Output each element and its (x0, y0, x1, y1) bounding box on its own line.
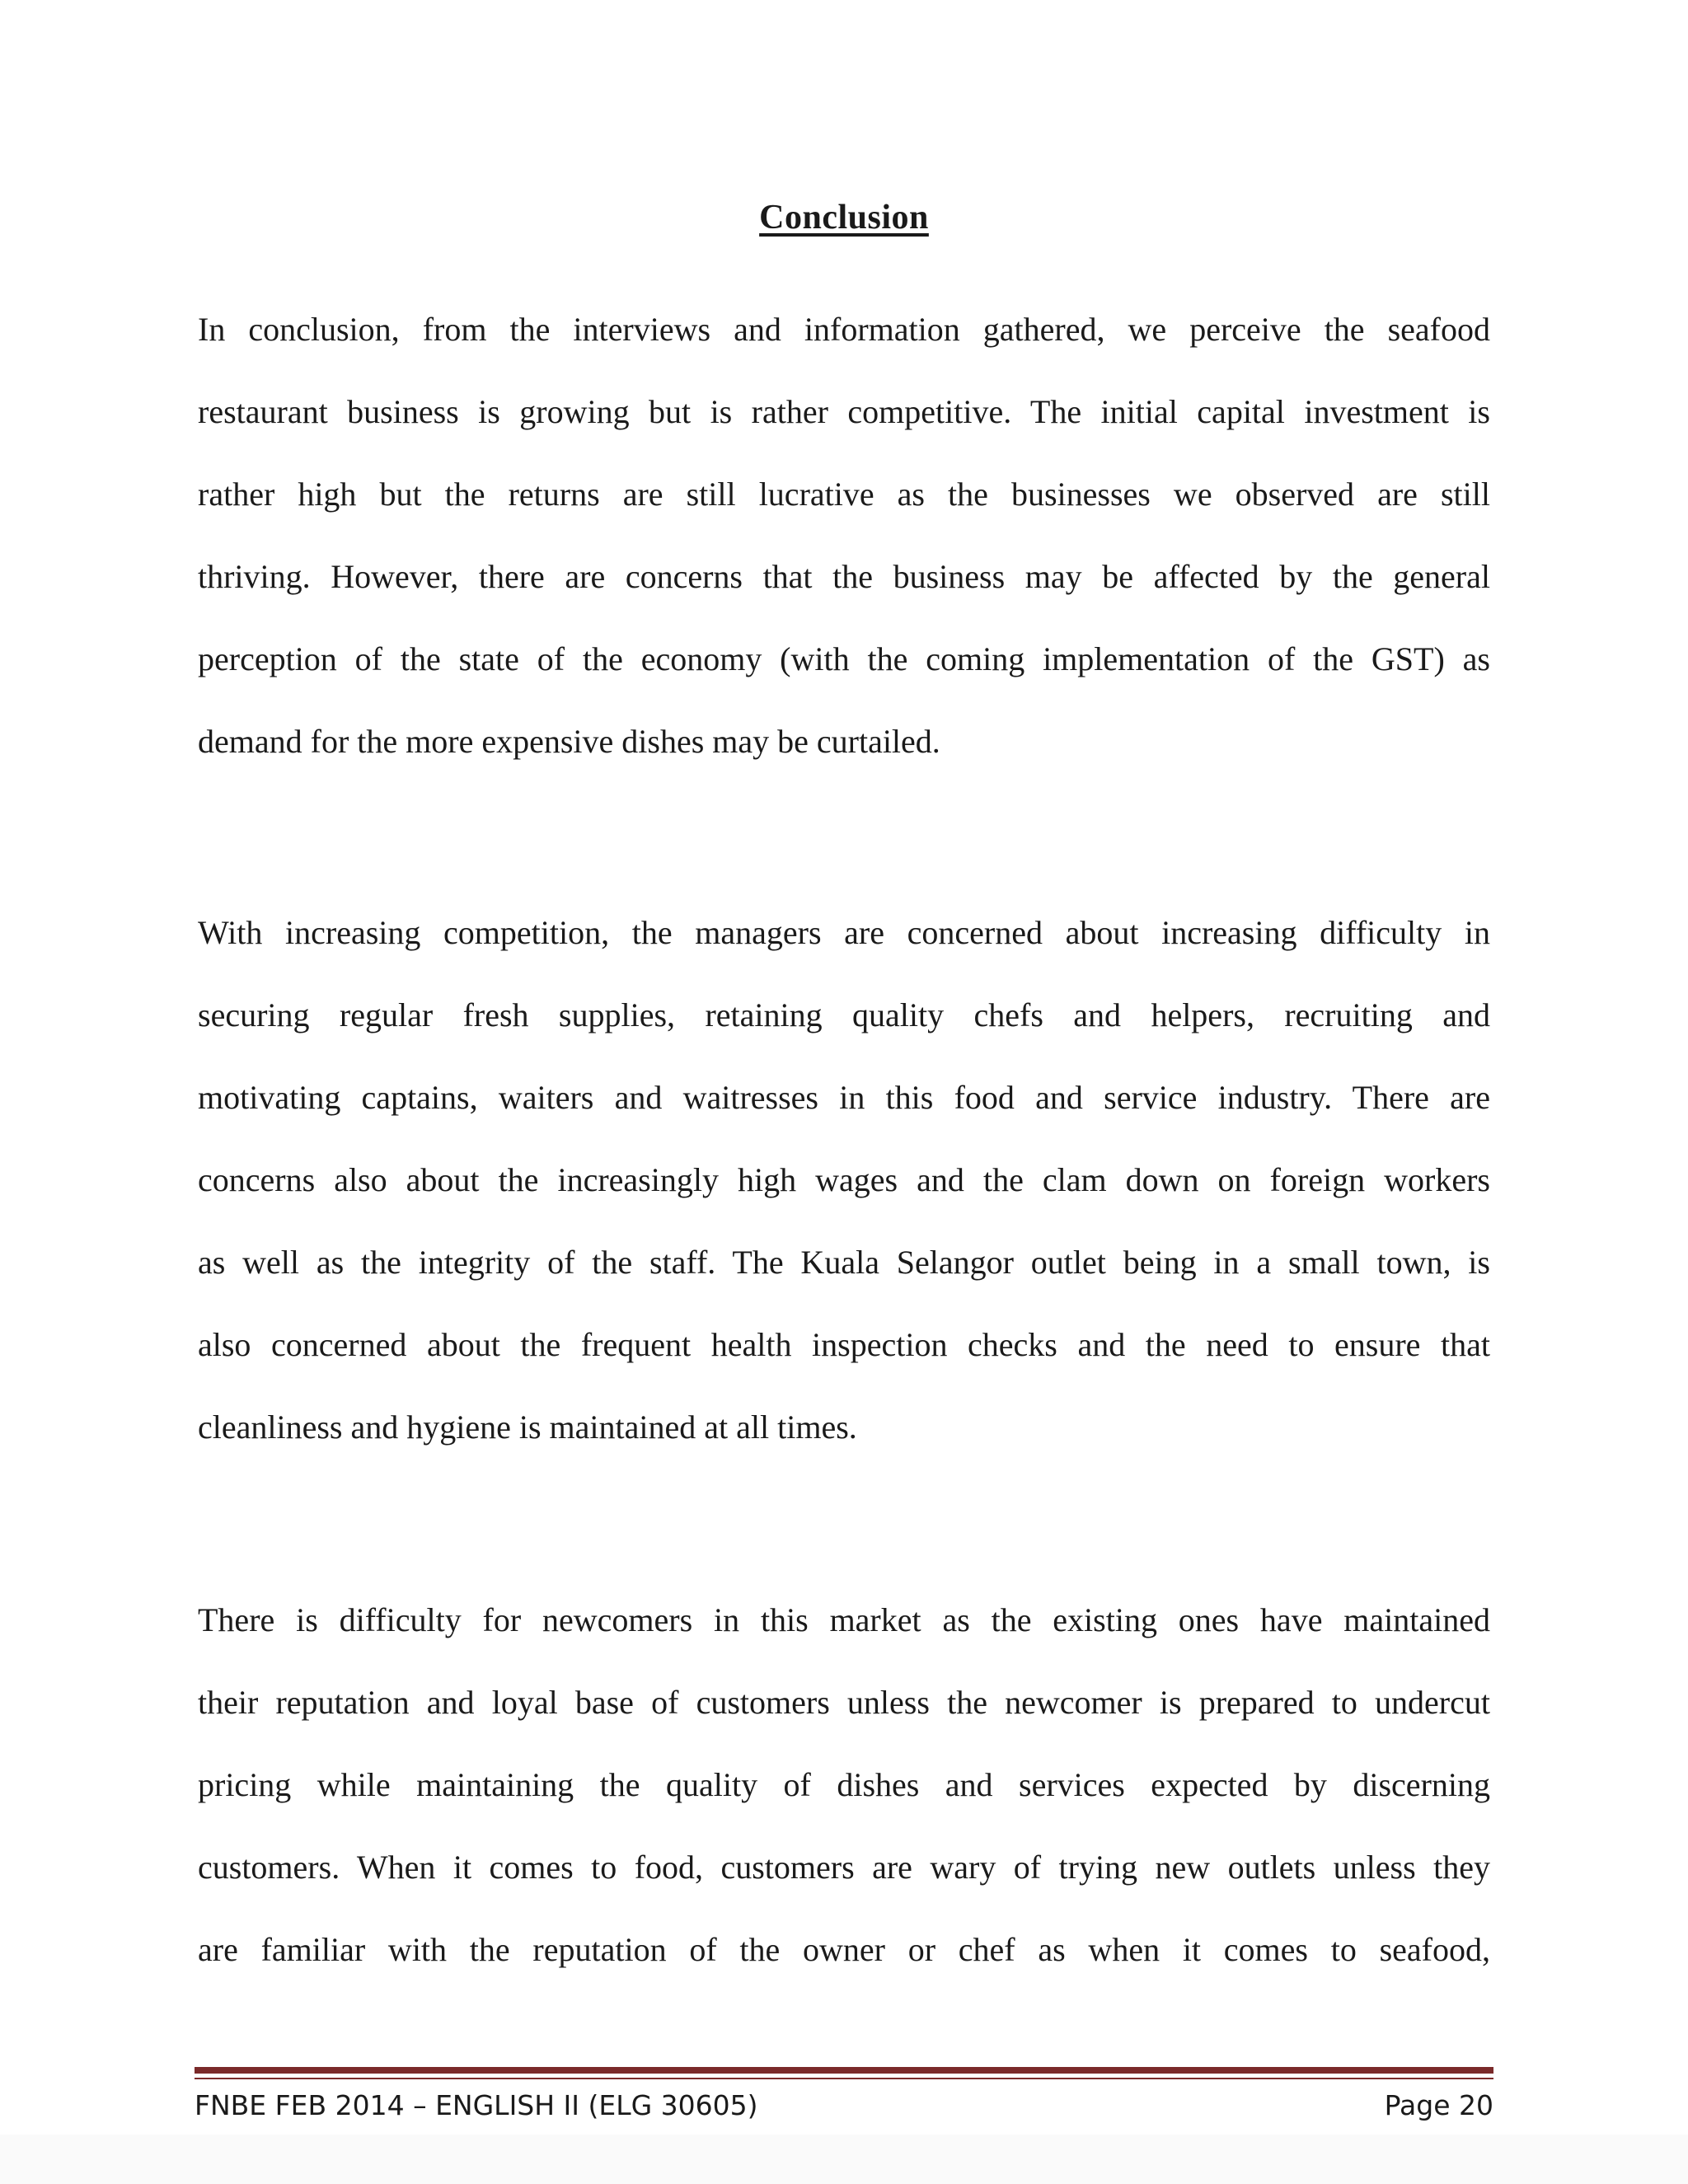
paragraph-line: also concerned about the frequent health inspection checks and the need to ensure that (198, 1326, 1490, 1363)
footer-page-number: Page 20 (1384, 2088, 1493, 2121)
paragraph-line: securing regular fresh supplies, retaining quality chefs and helpers, recruiting and (198, 996, 1490, 1033)
paragraph-line: as well as the integrity of the staff. The Kuala Selangor outlet being in a small town, is (198, 1244, 1490, 1281)
paragraph-line: In conclusion, from the interviews and information gathered, we perceive the seafood (198, 311, 1490, 348)
paragraph-2 (198, 892, 1490, 1469)
page-footer (195, 2080, 1493, 2130)
paragraph-line: demand for the more expensive dishes may be curtailed. (198, 723, 940, 760)
paragraph-line: are familiar with the reputation of the owner or chef as when it comes to seafood, (198, 1931, 1490, 1968)
paragraph-line: perception of the state of the economy (with the coming implementation of the GST) as (198, 640, 1490, 677)
paragraph-line: rather high but the returns are still lucrative as the businesses we observed are still (198, 476, 1490, 513)
footer-divider (195, 2067, 1493, 2074)
paragraph-line: With increasing competition, the managers are concerned about increasing difficulty in (198, 914, 1490, 951)
paragraph-line: pricing while maintaining the quality of dishes and services expected by discerning (198, 1766, 1490, 1803)
paragraph-line: restaurant business is growing but is rather competitive. The initial capital investment is (198, 393, 1490, 430)
footer-course-label: FNBE FEB 2014 – ENGLISH II (ELG 30605) (195, 2088, 758, 2121)
paragraph-line: motivating captains, waiters and waitresses in this food and service industry. There are (198, 1079, 1490, 1116)
paragraph-line: cleanliness and hygiene is maintained at all times. (198, 1408, 857, 1446)
paragraph-line: concerns also about the increasingly high wages and the clam down on foreign workers (198, 1161, 1490, 1198)
paragraph-line: customers. When it comes to food, customers are wary of trying new outlets unless they (198, 1849, 1490, 1886)
paragraph-line: their reputation and loyal base of customers unless the newcomer is prepared to undercut (198, 1684, 1490, 1721)
paragraph-line: There is difficulty for newcomers in this market as the existing ones have maintained (198, 1601, 1490, 1638)
footer-divider-thin (195, 2078, 1493, 2079)
page-heading: Conclusion (759, 199, 929, 237)
page-bottom-shade (0, 2135, 1688, 2184)
paragraph-1 (198, 288, 1490, 783)
paragraph-line: thriving. However, there are concerns that the business may be affected by the general (198, 558, 1490, 595)
paragraph-3 (198, 1579, 1490, 1991)
